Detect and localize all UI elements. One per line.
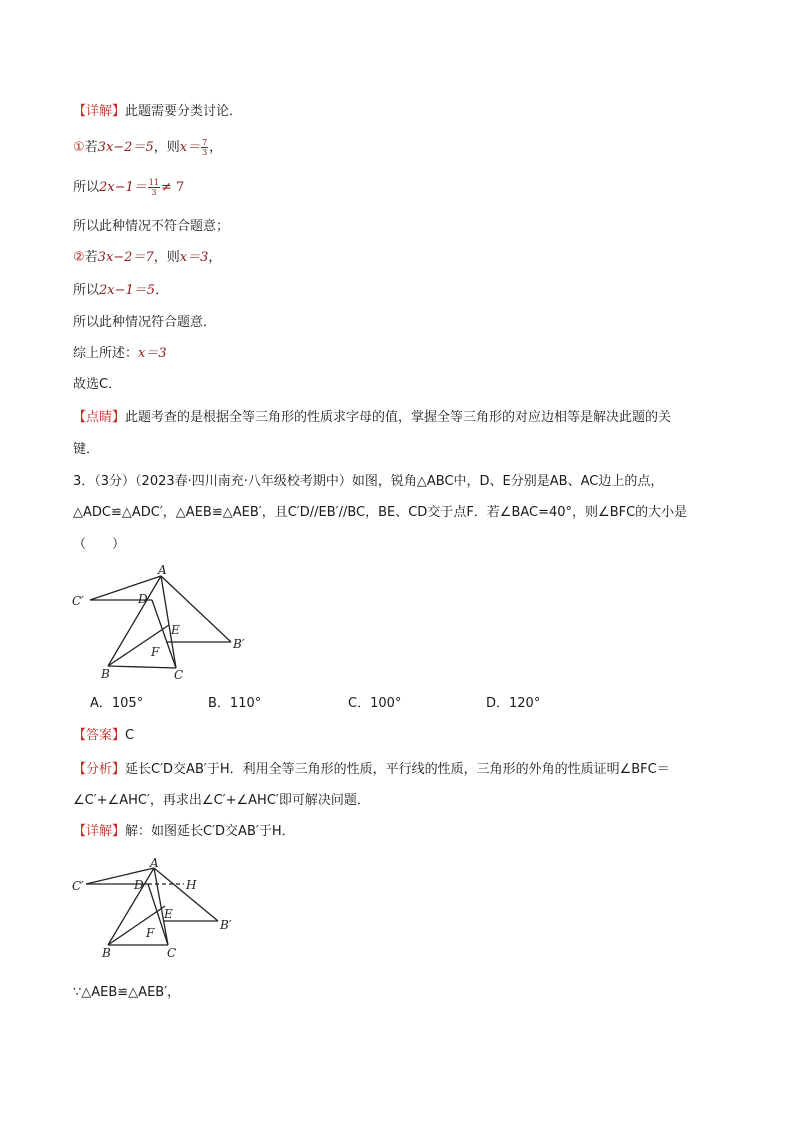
fig1-label-b: B: [101, 667, 110, 681]
q3-line-2: △ADC≌△ADC′，△AEB≌△AEB′，且C′D//EB′//BC，BE、CD交于点F．若∠BAC=40°，则∠BFC的大小是: [73, 505, 688, 520]
case1-if: 若: [84, 140, 98, 155]
so2-prefix: 所以: [73, 283, 100, 298]
fig2-label-f: F: [146, 926, 155, 940]
detail-intro-text: 此题需要分类讨论．: [125, 104, 243, 119]
so1-denominator: 3: [151, 188, 157, 197]
so1-numerator: 11: [148, 178, 159, 187]
fig2-label-bprime: B′: [220, 918, 232, 932]
so2-expr: 2x−1＝5: [99, 283, 156, 298]
summary-line: [73, 344, 167, 364]
fig2-label-h: H: [186, 878, 197, 892]
comment-text-1: 此题考查的是根据全等三角形的性质求字母的值，掌握全等三角形的对应边相等是解决此题的关: [125, 410, 672, 425]
case2-mark: ②: [73, 250, 85, 265]
answer-bracket: 【答案】: [73, 728, 126, 743]
q3-line-3: （ ）: [73, 537, 126, 552]
option-c[interactable]: C．100°: [348, 696, 402, 711]
fig1-label-e: E: [171, 623, 180, 637]
fig1-label-c: C: [174, 668, 184, 682]
so1-line: [73, 178, 184, 198]
q3-line-1: 3．（3分）（2023春·四川南充·八年级校考期中）如图，锐角△ABC中，D、E分别是AB、AC边上的点，: [73, 474, 664, 489]
so1-prefix: 所以: [73, 180, 100, 195]
analysis-bracket: 【分析】: [73, 762, 126, 777]
fig2-seg-cprime-a: [86, 868, 154, 884]
option-d[interactable]: D．120°: [486, 696, 541, 711]
case1-line: [73, 138, 222, 158]
fig2-label-cprime: C′: [72, 879, 84, 893]
comment-bracket: 【点睛】: [73, 410, 126, 425]
fig1-label-d: D: [138, 592, 148, 606]
answer-line: [73, 726, 134, 746]
case1-equation: 3x−2＝5: [97, 140, 154, 155]
so2-line: [73, 281, 168, 301]
case2-equation: 3x−2＝7: [97, 250, 154, 265]
so1-tail: ≠ 7: [160, 180, 185, 195]
detail-bracket: 【详解】: [73, 104, 126, 119]
detail2-text: 解：如图延长C′D交AB′于H．: [125, 824, 295, 839]
fig1-seg-b-e: [108, 625, 169, 666]
analysis-text-1: 延长C′D交AB′于H．利用全等三角形的性质，平行线的性质，三角形的外角的性质证明∠BFC＝: [125, 762, 670, 777]
case1-numerator: 7: [202, 138, 208, 147]
case1-denominator: 3: [202, 148, 208, 157]
option-a[interactable]: A．105°: [90, 696, 144, 711]
summary-expr: x＝3: [138, 346, 167, 361]
fig1-label-f: F: [151, 645, 160, 659]
so1-conclusion: 所以此种情况不符合题意；: [73, 219, 230, 234]
case1-fraction: [201, 138, 208, 157]
fig2-label-c: C: [167, 946, 177, 960]
comment-line-2: 键．: [73, 442, 100, 457]
figure-2-triangle-diagram: [68, 858, 243, 963]
fig1-seg-cprime-a: [90, 576, 161, 600]
detail2-line: [73, 822, 295, 842]
case2-then: ，则: [153, 250, 180, 265]
fig2-label-e: E: [164, 907, 173, 921]
analysis-line-2: ∠C′+∠AHC′，再求出∠C′+∠AHC′即可解决问题．: [73, 793, 370, 808]
case2-x: x＝3: [179, 250, 209, 265]
choose-line: 故选C．: [73, 377, 122, 392]
case1-tail: ，: [209, 140, 223, 155]
fig2-label-b: B: [102, 946, 111, 960]
case2-if: 若: [84, 250, 98, 265]
fig2-label-d: D: [134, 878, 144, 892]
fig2-label-a: A: [150, 858, 159, 870]
summary-prefix: 综上所述：: [73, 346, 139, 361]
case1-then: ，则: [153, 140, 180, 155]
because-line: ∵△AEB≌△AEB′，: [73, 985, 181, 1000]
option-b[interactable]: B．110°: [208, 696, 262, 711]
fig1-seg-b-c: [108, 666, 176, 668]
so2-conclusion: 所以此种情况符合题意．: [73, 315, 217, 330]
so1-expr: 2x−1＝: [99, 180, 147, 195]
so1-fraction: [148, 178, 160, 197]
detail2-bracket: 【详解】: [73, 824, 126, 839]
fig1-label-bprime: B′: [233, 637, 245, 651]
so2-tail: ．: [155, 283, 169, 298]
case1-x: x＝: [179, 140, 201, 155]
detail-intro-line: [73, 102, 242, 122]
case2-line: [73, 248, 221, 268]
answer-value: C: [125, 728, 135, 743]
fig1-label-cprime: C′: [72, 594, 84, 608]
comment-line-1: [73, 408, 671, 428]
fig1-label-a: A: [158, 565, 167, 577]
fig1-seg-a-c: [161, 576, 176, 668]
case2-tail: ，: [208, 250, 222, 265]
figure-1-triangle-diagram: [68, 565, 258, 685]
analysis-line-1: [73, 760, 670, 780]
case1-mark: ①: [73, 140, 85, 155]
